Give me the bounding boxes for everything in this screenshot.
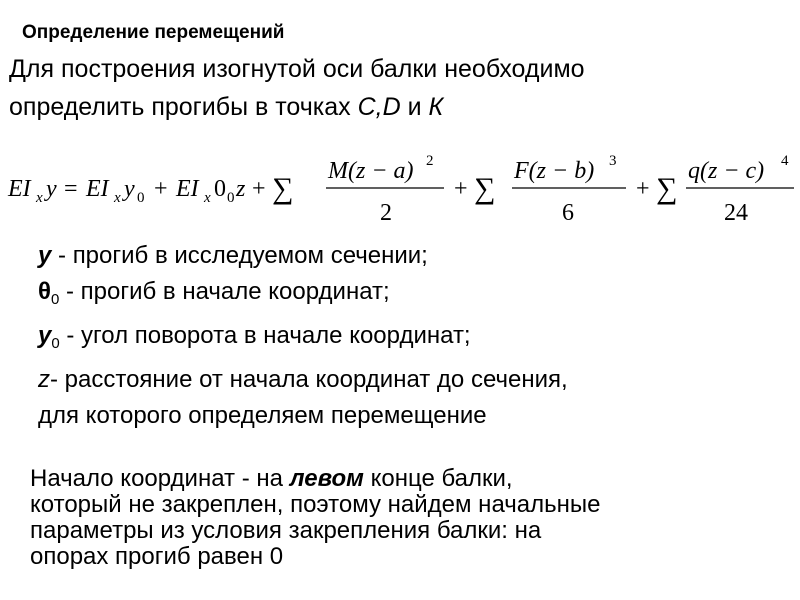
origin-line-4: опорах прогиб равен 0: [30, 543, 284, 570]
intro-conjunction: и: [400, 93, 429, 121]
fraction-1-denominator: 2: [380, 200, 392, 226]
definition-z: [38, 362, 568, 398]
intro-paragraph: [9, 50, 585, 126]
formula-lhs-sub-x: x: [36, 190, 43, 206]
definitions-list: [38, 238, 568, 434]
fraction-3-power: 4: [781, 153, 789, 169]
formula-t1-ei: EI: [86, 176, 109, 202]
formula-plus-4: +: [636, 176, 650, 202]
fraction-1-numerator: M(z − a): [328, 158, 414, 184]
sigma-symbol-3: ∑: [656, 172, 678, 205]
symbol-theta-sub: 0: [50, 291, 60, 308]
symbol-y0: y: [38, 322, 52, 349]
deflection-formula: [0, 145, 800, 230]
formula-plus-1: +: [154, 176, 168, 202]
fraction-2-power: 3: [609, 153, 617, 169]
origin-line-1-end: конце балки,: [363, 465, 513, 492]
origin-emphasis-left: левом: [289, 465, 364, 492]
intro-line-2: [9, 88, 585, 126]
symbol-theta: θ: [38, 278, 51, 305]
origin-line-1-start: Начало координат - на: [30, 465, 290, 492]
definition-z-text: - расстояние от начала координат до сечения,: [50, 366, 568, 393]
formula-lhs-y: y: [46, 176, 57, 202]
definition-theta0-text: - прогиб в начале координат;: [59, 278, 390, 305]
formula-lhs-ei: EI: [8, 176, 31, 202]
intro-line-2-text: определить прогибы в точках: [9, 93, 358, 121]
sigma-symbol-1: ∑: [272, 172, 294, 205]
formula-equals: =: [64, 176, 78, 202]
definition-z-continued: для которого определяем перемещение: [38, 402, 487, 429]
definition-theta0: [38, 274, 568, 318]
fraction-3-denominator: 24: [724, 200, 748, 226]
formula-plus-3: +: [454, 176, 468, 202]
formula-plus-2: +: [252, 176, 266, 202]
formula-t2-ei: EI: [176, 176, 199, 202]
formula-t1-y: y: [124, 176, 135, 202]
fraction-3-numerator: q(z − c): [688, 158, 765, 184]
formula-t2-sub-0: 0: [227, 190, 235, 206]
formula-t2-z: z: [236, 176, 246, 202]
origin-line-3: параметры из условия закрепления балки: на: [30, 517, 542, 544]
definition-y-text: - прогиб в исследуемом сечении;: [51, 242, 428, 269]
fraction-2-denominator: 6: [562, 200, 574, 226]
symbol-z: z: [38, 366, 50, 393]
symbol-y0-sub: 0: [51, 335, 60, 352]
symbol-y: y: [38, 242, 52, 269]
fraction-1-power: 2: [426, 153, 434, 169]
point-k: К: [428, 93, 444, 121]
formula-t1-sub-x: x: [114, 190, 121, 206]
definition-y0-text: - угол поворота в начале координат;: [59, 322, 471, 349]
formula-t2-sub-x: x: [204, 190, 211, 206]
intro-line-1: Для построения изогнутой оси балки необходимо: [9, 55, 585, 83]
definition-y: [38, 238, 568, 274]
definition-y0: [38, 318, 568, 362]
origin-line-2: который не закреплен, поэтому найдем начальные: [30, 491, 601, 518]
sigma-symbol-2: ∑: [474, 172, 496, 205]
formula-t1-sub-0: 0: [137, 190, 145, 206]
formula-t2-theta: 0: [214, 176, 226, 202]
fraction-2-numerator: F(z − b): [514, 158, 595, 184]
origin-paragraph: [30, 466, 600, 570]
origin-line-1: [30, 466, 600, 492]
page-title: Определение перемещений: [22, 22, 285, 43]
points-cd: C,D: [357, 93, 401, 121]
